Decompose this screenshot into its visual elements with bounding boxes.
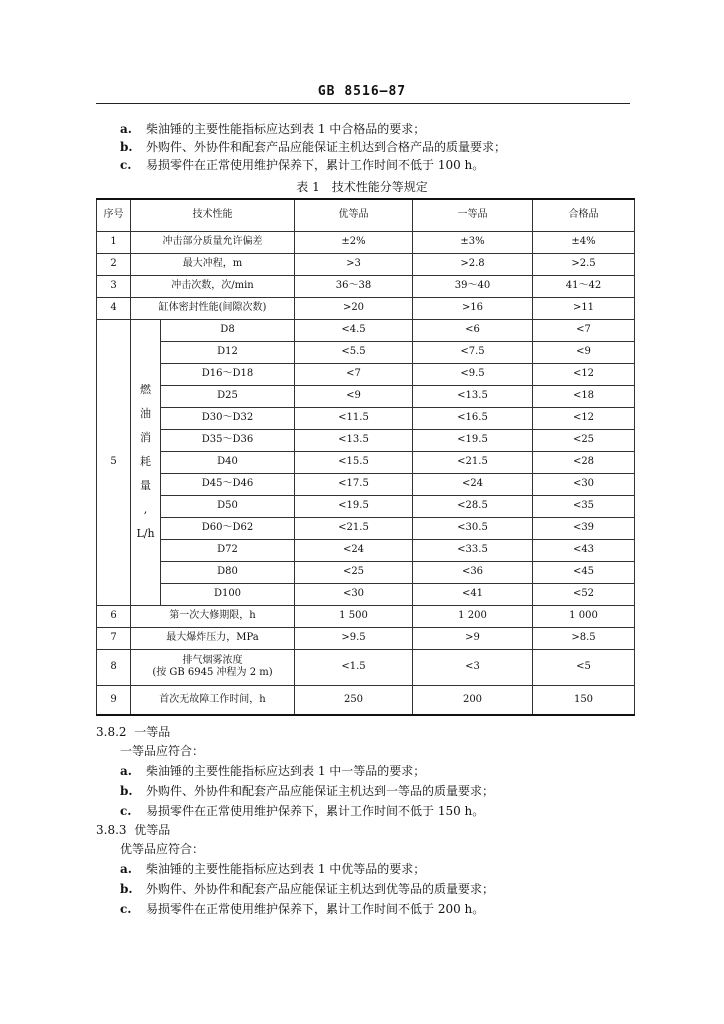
- intro-item-b: [120, 139, 506, 155]
- fuel-row: [97, 429, 635, 451]
- item-text: 柴油锤的主要性能指标应达到表 1 中合格品的要求；: [146, 122, 426, 136]
- table-row: [97, 627, 635, 649]
- table-caption: 表 1 技术性能分等规定: [296, 180, 428, 194]
- fuel-row: [97, 451, 635, 473]
- cell-first: <16.5: [413, 407, 533, 429]
- item-label: c.: [120, 804, 132, 818]
- cell-excellent: 36～38: [295, 275, 413, 297]
- cell-excellent: <21.5: [295, 517, 413, 539]
- row-item: 最大冲程，m: [131, 253, 295, 275]
- cell-qualified: 1 000: [533, 605, 635, 627]
- row-item: 首次无故障工作时间，h: [131, 685, 295, 715]
- cell-first: <36: [413, 561, 533, 583]
- section-item-a: [120, 763, 425, 779]
- cell-qualified: >11: [533, 297, 635, 319]
- cell-excellent: >9.5: [295, 627, 413, 649]
- cell-qualified: <43: [533, 539, 635, 561]
- item-text: 易损零件在正常使用维护保养下，累计工作时间不低于 150 h。: [146, 804, 485, 818]
- cell-excellent: <25: [295, 561, 413, 583]
- fuel-model: D50: [161, 495, 295, 517]
- row-item: 冲击次数，次/min: [131, 275, 295, 297]
- cell-excellent: <15.5: [295, 451, 413, 473]
- row-no: 2: [97, 253, 131, 275]
- item-label: c.: [120, 902, 132, 916]
- item-text: 外购件、外协件和配套产品应能保证主机达到合格产品的质量要求；: [146, 140, 507, 154]
- section-intro: 优等品应符合：: [120, 842, 205, 856]
- fuel-row: [97, 341, 635, 363]
- cell-qualified: <7: [533, 319, 635, 341]
- cell-first: <3: [413, 649, 533, 685]
- col-header-first: 一等品: [413, 199, 533, 231]
- row-item: 最大爆炸压力，MPa: [131, 627, 295, 649]
- fuel-model: D45～D46: [161, 473, 295, 495]
- section-item-b: [120, 881, 494, 897]
- row-item: 第一次大修期限，h: [131, 605, 295, 627]
- table-header-row: [97, 199, 635, 231]
- row-item-line2: (按 GB 6945 冲程为 2 m): [152, 667, 273, 678]
- cell-excellent: >3: [295, 253, 413, 275]
- cell-qualified: >2.5: [533, 253, 635, 275]
- cell-qualified: <18: [533, 385, 635, 407]
- row-no: 8: [97, 649, 131, 685]
- row-no: 9: [97, 685, 131, 715]
- fuel-model: D8: [161, 319, 295, 341]
- intro-item-c: [120, 157, 484, 173]
- cell-excellent: <11.5: [295, 407, 413, 429]
- fuel-row: [97, 385, 635, 407]
- section-intro: 一等品应符合：: [120, 744, 205, 758]
- cell-excellent: >20: [295, 297, 413, 319]
- fuel-model: D16～D18: [161, 363, 295, 385]
- cell-first: <30.5: [413, 517, 533, 539]
- cell-first: <41: [413, 583, 533, 605]
- cell-excellent: <1.5: [295, 649, 413, 685]
- section-title: 优等品: [134, 823, 171, 837]
- item-text: 柴油锤的主要性能指标应达到表 1 中优等品的要求；: [146, 862, 426, 876]
- section-title: 一等品: [134, 725, 171, 739]
- cell-qualified: <12: [533, 363, 635, 385]
- cell-first: 1 200: [413, 605, 533, 627]
- fuel-row: [97, 473, 635, 495]
- col-header-excellent: 优等品: [295, 199, 413, 231]
- fuel-model: D35～D36: [161, 429, 295, 451]
- cell-first: <19.5: [413, 429, 533, 451]
- row-no: 6: [97, 605, 131, 627]
- fuel-model: D72: [161, 539, 295, 561]
- table-row: [97, 253, 635, 275]
- row-item: 冲击部分质量允许偏差: [131, 231, 295, 253]
- fuel-unit: L/h: [136, 527, 155, 540]
- row-item: 缸体密封性能(间隙次数): [131, 297, 295, 319]
- fuel-model: D60～D62: [161, 517, 295, 539]
- section-item-c: [120, 803, 484, 819]
- cell-first: ±3%: [413, 231, 533, 253]
- row-item-line1: 排气烟雾浓度: [182, 655, 243, 666]
- row-no: 7: [97, 627, 131, 649]
- fuel-row: [97, 407, 635, 429]
- col-header-no: 序号: [97, 199, 131, 231]
- cell-qualified: 150: [533, 685, 635, 715]
- cell-qualified: <5: [533, 649, 635, 685]
- cell-first: <7.5: [413, 341, 533, 363]
- cell-first: >9: [413, 627, 533, 649]
- item-text: 外购件、外协件和配套产品应能保证主机达到一等品的质量要求；: [146, 784, 495, 798]
- fuel-row: [97, 539, 635, 561]
- fuel-label: [131, 319, 161, 605]
- fuel-label-char: 燃: [140, 383, 151, 396]
- cell-qualified: ±4%: [533, 231, 635, 253]
- standard-code: GB 8516—87: [317, 84, 407, 99]
- fuel-model: D30～D32: [161, 407, 295, 429]
- fuel-row: [97, 583, 635, 605]
- performance-table: [96, 198, 635, 716]
- cell-excellent: <5.5: [295, 341, 413, 363]
- cell-first: <13.5: [413, 385, 533, 407]
- fuel-label-char: 耗: [140, 455, 151, 468]
- section-item-c: [120, 901, 484, 917]
- item-label: a.: [120, 764, 132, 778]
- fuel-model: D40: [161, 451, 295, 473]
- fuel-row: [97, 561, 635, 583]
- cell-excellent: <13.5: [295, 429, 413, 451]
- cell-qualified: <30: [533, 473, 635, 495]
- cell-excellent: <19.5: [295, 495, 413, 517]
- section-item-b: [120, 783, 494, 799]
- cell-excellent: <4.5: [295, 319, 413, 341]
- item-label: b.: [120, 140, 133, 154]
- cell-excellent: <30: [295, 583, 413, 605]
- item-text: 外购件、外协件和配套产品应能保证主机达到优等品的质量要求；: [146, 882, 495, 896]
- cell-excellent: <24: [295, 539, 413, 561]
- cell-qualified: <25: [533, 429, 635, 451]
- col-header-qualified: 合格品: [533, 199, 635, 231]
- item-label: a.: [120, 122, 132, 136]
- fuel-row: [97, 363, 635, 385]
- cell-qualified: <35: [533, 495, 635, 517]
- col-header-item: 技术性能: [131, 199, 295, 231]
- cell-excellent: 1 500: [295, 605, 413, 627]
- table-row: [97, 605, 635, 627]
- row-no: 4: [97, 297, 131, 319]
- cell-first: 39～40: [413, 275, 533, 297]
- header-rule: [96, 103, 630, 104]
- fuel-row: [97, 319, 635, 341]
- table-row: [97, 231, 635, 253]
- cell-qualified: <39: [533, 517, 635, 539]
- table-row: [97, 685, 635, 715]
- fuel-row: [97, 495, 635, 517]
- row-item: [131, 649, 295, 685]
- cell-first: >2.8: [413, 253, 533, 275]
- item-label: b.: [120, 882, 133, 896]
- section-heading-3-8-3: [96, 822, 170, 838]
- item-text: 易损零件在正常使用维护保养下，累计工作时间不低于 100 h。: [146, 158, 485, 172]
- fuel-label-char: 量: [140, 479, 151, 492]
- item-label: c.: [120, 158, 132, 172]
- fuel-label-char: 油: [140, 407, 151, 420]
- table-row: [97, 649, 635, 685]
- cell-qualified: <28: [533, 451, 635, 473]
- table-row: [97, 297, 635, 319]
- cell-first: 200: [413, 685, 533, 715]
- cell-qualified: 41～42: [533, 275, 635, 297]
- cell-excellent: 250: [295, 685, 413, 715]
- fuel-model: D80: [161, 561, 295, 583]
- item-label: a.: [120, 862, 132, 876]
- cell-first: <21.5: [413, 451, 533, 473]
- section-number: 3.8.2: [96, 725, 127, 739]
- section-number: 3.8.3: [96, 823, 127, 837]
- table-row: [97, 275, 635, 297]
- fuel-row: [97, 517, 635, 539]
- fuel-row-no: 5: [97, 319, 131, 605]
- cell-qualified: <45: [533, 561, 635, 583]
- cell-excellent: <17.5: [295, 473, 413, 495]
- section-item-a: [120, 861, 425, 877]
- fuel-label-char: ,: [143, 503, 148, 516]
- cell-first: <9.5: [413, 363, 533, 385]
- fuel-model: D25: [161, 385, 295, 407]
- cell-qualified: <9: [533, 341, 635, 363]
- cell-first: <24: [413, 473, 533, 495]
- section-heading-3-8-2: [96, 724, 170, 740]
- cell-first: <6: [413, 319, 533, 341]
- fuel-model: D100: [161, 583, 295, 605]
- cell-first: <28.5: [413, 495, 533, 517]
- row-no: 1: [97, 231, 131, 253]
- row-no: 3: [97, 275, 131, 297]
- cell-excellent: <9: [295, 385, 413, 407]
- item-text: 易损零件在正常使用维护保养下，累计工作时间不低于 200 h。: [146, 902, 485, 916]
- intro-item-a: [120, 121, 425, 137]
- cell-qualified: >8.5: [533, 627, 635, 649]
- item-label: b.: [120, 784, 133, 798]
- cell-excellent: <7: [295, 363, 413, 385]
- item-text: 柴油锤的主要性能指标应达到表 1 中一等品的要求；: [146, 764, 426, 778]
- fuel-label-char: 消: [140, 431, 151, 444]
- cell-excellent: ±2%: [295, 231, 413, 253]
- cell-first: >16: [413, 297, 533, 319]
- cell-qualified: <52: [533, 583, 635, 605]
- fuel-model: D12: [161, 341, 295, 363]
- cell-qualified: <12: [533, 407, 635, 429]
- cell-first: <33.5: [413, 539, 533, 561]
